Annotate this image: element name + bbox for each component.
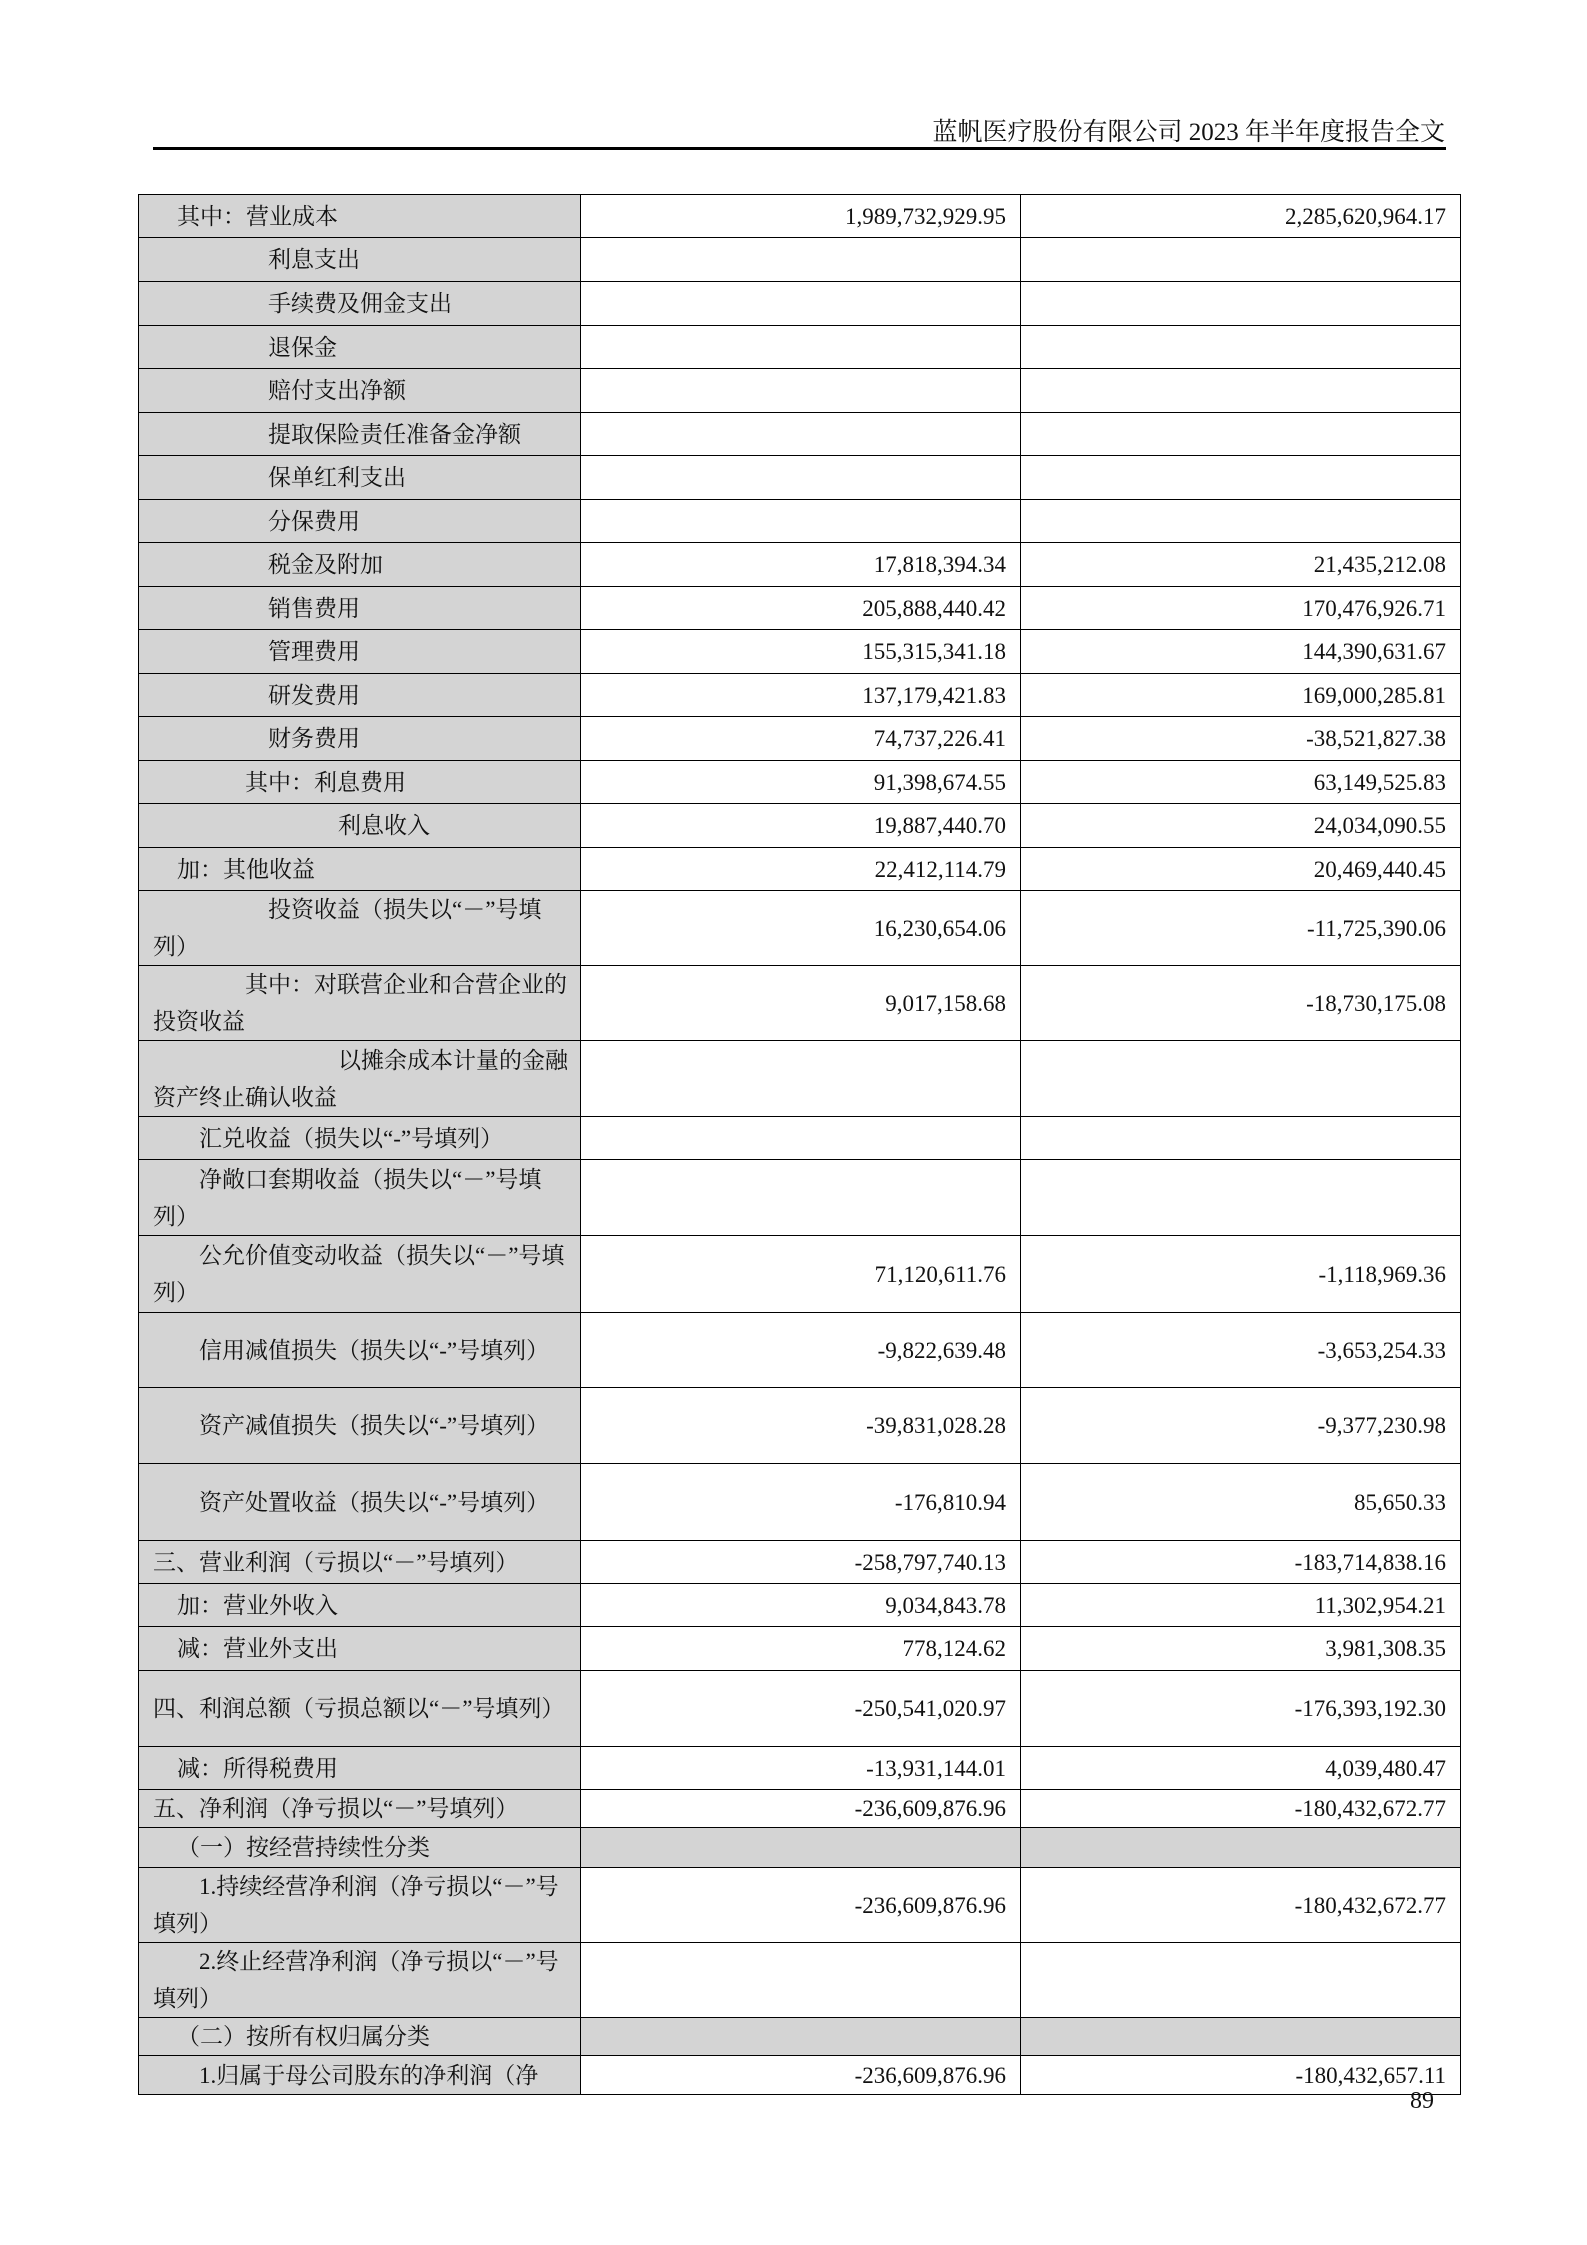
table-row <box>139 282 1461 326</box>
prior-period-amount: 2,285,620,964.17 <box>1021 195 1461 238</box>
prior-period-amount: -176,393,192.30 <box>1021 1671 1461 1747</box>
prior-period-amount <box>1021 369 1461 413</box>
table-row <box>139 1627 1461 1671</box>
table-row <box>139 456 1461 500</box>
table-row <box>139 891 1461 966</box>
table-row <box>139 2056 1461 2095</box>
prior-period-amount: 20,469,440.45 <box>1021 848 1461 891</box>
current-period-amount <box>581 326 1021 369</box>
table-row <box>139 2018 1461 2056</box>
row-label: 研发费用 <box>139 674 581 717</box>
prior-period-amount <box>1021 1160 1461 1236</box>
prior-period-amount: -180,432,672.77 <box>1021 1790 1461 1828</box>
prior-period-amount: -9,377,230.98 <box>1021 1388 1461 1464</box>
table-row <box>139 630 1461 674</box>
row-label: 保单红利支出 <box>139 456 581 500</box>
current-period-amount: 778,124.62 <box>581 1627 1021 1671</box>
table-row <box>139 1943 1461 2018</box>
row-label: 分保费用 <box>139 500 581 543</box>
report-header-title: 蓝帆医疗股份有限公司 2023 年半年度报告全文 <box>932 119 1445 146</box>
row-label: 1.归属于母公司股东的净利润（净 <box>139 2056 581 2095</box>
table-row <box>139 413 1461 456</box>
current-period-amount <box>581 2018 1021 2056</box>
prior-period-amount: 63,149,525.83 <box>1021 761 1461 804</box>
income-statement-body <box>139 195 1461 2095</box>
row-label: 利息收入 <box>139 804 581 848</box>
prior-period-amount: 4,039,480.47 <box>1021 1747 1461 1790</box>
current-period-amount: 155,315,341.18 <box>581 630 1021 674</box>
table-row <box>139 1313 1461 1388</box>
row-label: 其中：营业成本 <box>139 195 581 238</box>
prior-period-amount <box>1021 456 1461 500</box>
row-label: 加：营业外收入 <box>139 1584 581 1627</box>
row-label: 净敞口套期收益（损失以“－”号填列） <box>139 1160 581 1236</box>
row-label: 1.持续经营净利润（净亏损以“－”号填列） <box>139 1868 581 1943</box>
prior-period-amount: 3,981,308.35 <box>1021 1627 1461 1671</box>
current-period-amount <box>581 413 1021 456</box>
current-period-amount <box>581 456 1021 500</box>
current-period-amount: -236,609,876.96 <box>581 1868 1021 1943</box>
current-period-amount: -250,541,020.97 <box>581 1671 1021 1747</box>
table-row <box>139 848 1461 891</box>
header-divider <box>153 147 1446 150</box>
row-label: 手续费及佣金支出 <box>139 282 581 326</box>
current-period-amount <box>581 238 1021 282</box>
table-row <box>139 1790 1461 1828</box>
table-row <box>139 1388 1461 1464</box>
table-row <box>139 500 1461 543</box>
prior-period-amount <box>1021 500 1461 543</box>
prior-period-amount: -180,432,672.77 <box>1021 1868 1461 1943</box>
table-row <box>139 1541 1461 1584</box>
table-row <box>139 1236 1461 1313</box>
table-row <box>139 804 1461 848</box>
row-label: 资产减值损失（损失以“-”号填列） <box>139 1388 581 1464</box>
page-number: 89 <box>1410 2088 1434 2114</box>
current-period-amount <box>581 369 1021 413</box>
row-label: 加：其他收益 <box>139 848 581 891</box>
table-row <box>139 543 1461 587</box>
prior-period-amount <box>1021 413 1461 456</box>
table-row <box>139 761 1461 804</box>
row-label: 其中：对联营企业和合营企业的投资收益 <box>139 966 581 1041</box>
prior-period-amount: -3,653,254.33 <box>1021 1313 1461 1388</box>
prior-period-amount <box>1021 1117 1461 1160</box>
row-label: 减：营业外支出 <box>139 1627 581 1671</box>
row-label: （一）按经营持续性分类 <box>139 1828 581 1868</box>
current-period-amount: 9,034,843.78 <box>581 1584 1021 1627</box>
row-label: 管理费用 <box>139 630 581 674</box>
prior-period-amount <box>1021 1041 1461 1117</box>
row-label: 汇兑收益（损失以“-”号填列） <box>139 1117 581 1160</box>
row-label: 税金及附加 <box>139 543 581 587</box>
prior-period-amount <box>1021 1943 1461 2018</box>
table-row <box>139 326 1461 369</box>
current-period-amount: 91,398,674.55 <box>581 761 1021 804</box>
prior-period-amount <box>1021 1828 1461 1868</box>
row-label: （二）按所有权归属分类 <box>139 2018 581 2056</box>
table-row <box>139 1041 1461 1117</box>
current-period-amount: -258,797,740.13 <box>581 1541 1021 1584</box>
row-label: 信用减值损失（损失以“-”号填列） <box>139 1313 581 1388</box>
prior-period-amount: -180,432,657.11 <box>1021 2056 1461 2095</box>
current-period-amount: -9,822,639.48 <box>581 1313 1021 1388</box>
current-period-amount: 22,412,114.79 <box>581 848 1021 891</box>
row-label: 销售费用 <box>139 587 581 630</box>
current-period-amount: -236,609,876.96 <box>581 2056 1021 2095</box>
table-row <box>139 238 1461 282</box>
current-period-amount <box>581 1943 1021 2018</box>
current-period-amount: 137,179,421.83 <box>581 674 1021 717</box>
table-row <box>139 587 1461 630</box>
row-label: 退保金 <box>139 326 581 369</box>
current-period-amount: 71,120,611.76 <box>581 1236 1021 1313</box>
current-period-amount: 16,230,654.06 <box>581 891 1021 966</box>
current-period-amount: 74,737,226.41 <box>581 717 1021 761</box>
table-row <box>139 1868 1461 1943</box>
table-row <box>139 966 1461 1041</box>
prior-period-amount: -18,730,175.08 <box>1021 966 1461 1041</box>
table-row <box>139 1747 1461 1790</box>
prior-period-amount <box>1021 282 1461 326</box>
row-label: 五、净利润（净亏损以“－”号填列） <box>139 1790 581 1828</box>
table-row <box>139 1160 1461 1236</box>
table-row <box>139 674 1461 717</box>
prior-period-amount: 11,302,954.21 <box>1021 1584 1461 1627</box>
table-row <box>139 1584 1461 1627</box>
current-period-amount: 17,818,394.34 <box>581 543 1021 587</box>
prior-period-amount: 21,435,212.08 <box>1021 543 1461 587</box>
table-row <box>139 1464 1461 1541</box>
prior-period-amount: -38,521,827.38 <box>1021 717 1461 761</box>
prior-period-amount <box>1021 2018 1461 2056</box>
prior-period-amount: 24,034,090.55 <box>1021 804 1461 848</box>
row-label: 赔付支出净额 <box>139 369 581 413</box>
table-row <box>139 717 1461 761</box>
prior-period-amount: -183,714,838.16 <box>1021 1541 1461 1584</box>
row-label: 四、利润总额（亏损总额以“－”号填列） <box>139 1671 581 1747</box>
row-label: 利息支出 <box>139 238 581 282</box>
row-label: 2.终止经营净利润（净亏损以“－”号填列） <box>139 1943 581 2018</box>
income-statement-table <box>138 194 1461 2095</box>
prior-period-amount <box>1021 326 1461 369</box>
current-period-amount: 205,888,440.42 <box>581 587 1021 630</box>
prior-period-amount: 169,000,285.81 <box>1021 674 1461 717</box>
current-period-amount: 9,017,158.68 <box>581 966 1021 1041</box>
current-period-amount: -176,810.94 <box>581 1464 1021 1541</box>
row-label: 以摊余成本计量的金融资产终止确认收益 <box>139 1041 581 1117</box>
current-period-amount <box>581 1160 1021 1236</box>
row-label: 三、营业利润（亏损以“－”号填列） <box>139 1541 581 1584</box>
row-label: 资产处置收益（损失以“-”号填列） <box>139 1464 581 1541</box>
row-label: 财务费用 <box>139 717 581 761</box>
prior-period-amount: -11,725,390.06 <box>1021 891 1461 966</box>
current-period-amount <box>581 500 1021 543</box>
current-period-amount <box>581 1828 1021 1868</box>
table-row <box>139 1671 1461 1747</box>
prior-period-amount <box>1021 238 1461 282</box>
table-row <box>139 1117 1461 1160</box>
current-period-amount: -236,609,876.96 <box>581 1790 1021 1828</box>
row-label: 提取保险责任准备金净额 <box>139 413 581 456</box>
current-period-amount: -13,931,144.01 <box>581 1747 1021 1790</box>
table-row <box>139 369 1461 413</box>
table-row <box>139 1828 1461 1868</box>
row-label: 公允价值变动收益（损失以“－”号填列） <box>139 1236 581 1313</box>
prior-period-amount: 144,390,631.67 <box>1021 630 1461 674</box>
current-period-amount <box>581 1041 1021 1117</box>
row-label: 减：所得税费用 <box>139 1747 581 1790</box>
current-period-amount <box>581 282 1021 326</box>
current-period-amount: 19,887,440.70 <box>581 804 1021 848</box>
row-label: 投资收益（损失以“－”号填列） <box>139 891 581 966</box>
current-period-amount: 1,989,732,929.95 <box>581 195 1021 238</box>
prior-period-amount: 85,650.33 <box>1021 1464 1461 1541</box>
current-period-amount <box>581 1117 1021 1160</box>
row-label: 其中：利息费用 <box>139 761 581 804</box>
current-period-amount: -39,831,028.28 <box>581 1388 1021 1464</box>
table-row <box>139 195 1461 238</box>
prior-period-amount: 170,476,926.71 <box>1021 587 1461 630</box>
prior-period-amount: -1,118,969.36 <box>1021 1236 1461 1313</box>
